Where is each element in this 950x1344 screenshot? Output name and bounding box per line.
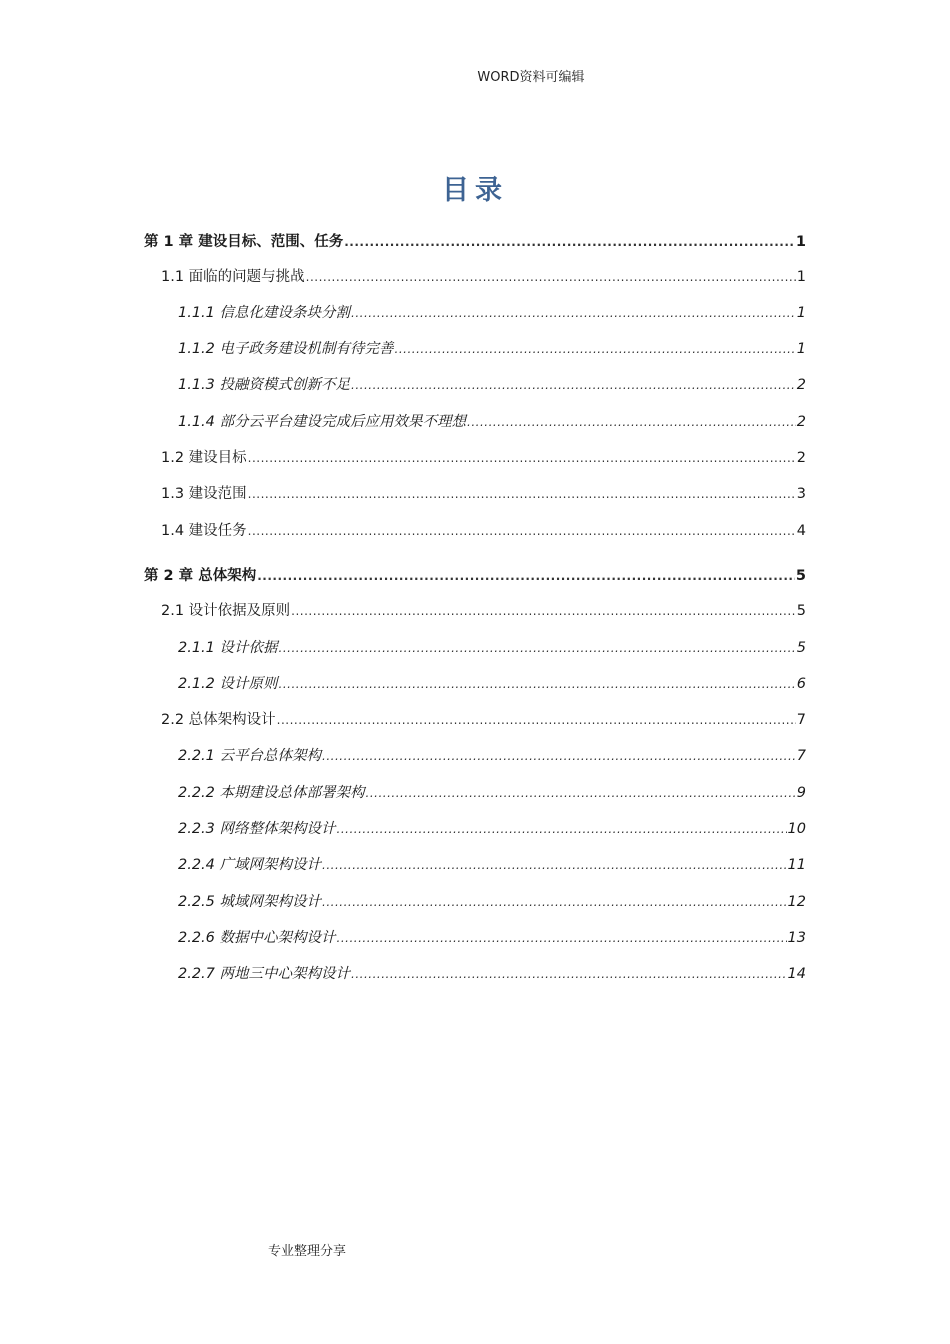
toc-entry-page: 1 bbox=[795, 234, 806, 250]
toc-entry[interactable] bbox=[161, 266, 806, 288]
toc-entry-page: 6 bbox=[796, 676, 806, 692]
page-title: 目录 bbox=[442, 175, 508, 206]
toc-leader bbox=[337, 820, 787, 838]
toc-entry-label: 2.2.6 数据中心架构设计 bbox=[178, 930, 336, 946]
toc-leader bbox=[257, 567, 795, 585]
toc-entry[interactable] bbox=[178, 411, 806, 433]
toc-entry[interactable] bbox=[178, 745, 806, 767]
toc-entry[interactable] bbox=[178, 782, 806, 804]
toc-entry[interactable] bbox=[178, 637, 806, 659]
toc-leader bbox=[322, 893, 787, 911]
toc-entry[interactable] bbox=[178, 891, 806, 913]
toc-entry-label: 1.4 建设任务 bbox=[161, 523, 247, 539]
toc-entry-page: 7 bbox=[796, 748, 806, 764]
toc-entry-page: 12 bbox=[787, 894, 806, 910]
toc-entry[interactable] bbox=[161, 709, 806, 731]
toc-leader bbox=[291, 602, 796, 620]
toc-entry-page: 7 bbox=[796, 712, 806, 728]
toc-entry-label: 1.1.4 部分云平台建设完成后应用效果不理想 bbox=[178, 414, 467, 430]
page-footer: 专业整理分享 bbox=[268, 1244, 347, 1259]
toc-leader bbox=[279, 675, 796, 693]
toc-leader bbox=[248, 485, 796, 503]
toc-entry-label: 1.1 面临的问题与挑战 bbox=[161, 269, 305, 285]
toc-entry[interactable] bbox=[161, 483, 806, 505]
toc-entry-label: 1.1.1 信息化建设条块分割 bbox=[178, 305, 351, 321]
toc-entry-label: 2.2.3 网络整体架构设计 bbox=[178, 821, 336, 837]
toc-entry-page: 10 bbox=[787, 821, 806, 837]
toc-leader bbox=[248, 522, 796, 540]
toc-leader bbox=[322, 856, 787, 874]
toc-entry-page: 4 bbox=[796, 523, 806, 539]
toc-entry-page: 1 bbox=[796, 341, 806, 357]
toc-entry[interactable] bbox=[161, 520, 806, 542]
toc-entry[interactable] bbox=[161, 600, 806, 622]
toc-entry-label: 2.2.2 本期建设总体部署架构 bbox=[178, 785, 365, 801]
toc-entry-label: 2.1.2 设计原则 bbox=[178, 676, 278, 692]
toc-entry-label: 第 1 章 建设目标、范围、任务 bbox=[144, 234, 344, 250]
toc-entry-label: 1.3 建设范围 bbox=[161, 486, 247, 502]
page-header: WORD资料可编辑 bbox=[477, 70, 585, 85]
toc-entry-page: 13 bbox=[787, 930, 806, 946]
toc-entry-page: 1 bbox=[796, 305, 806, 321]
toc-entry[interactable] bbox=[178, 673, 806, 695]
toc-entry-label: 1.1.2 电子政务建设机制有待完善 bbox=[178, 341, 394, 357]
toc-entry[interactable] bbox=[144, 231, 806, 253]
toc-leader bbox=[351, 304, 796, 322]
toc-entry-page: 11 bbox=[787, 857, 806, 873]
toc-entry-label: 1.2 建设目标 bbox=[161, 450, 247, 466]
toc-entry-label: 2.2.1 云平台总体架构 bbox=[178, 748, 322, 764]
toc-entry-label: 2.1 设计依据及原则 bbox=[161, 603, 291, 619]
toc-entry[interactable] bbox=[178, 302, 806, 324]
toc-entry-page: 5 bbox=[796, 603, 806, 619]
toc-entry-page: 5 bbox=[795, 568, 806, 584]
toc-leader bbox=[366, 784, 796, 802]
toc-leader bbox=[279, 639, 796, 657]
toc-leader bbox=[351, 376, 796, 394]
toc-entry-page: 9 bbox=[796, 785, 806, 801]
toc-leader bbox=[351, 965, 787, 983]
toc-entry[interactable] bbox=[178, 927, 806, 949]
toc-entry[interactable] bbox=[178, 338, 806, 360]
toc-entry-page: 5 bbox=[796, 640, 806, 656]
toc-entry-page: 14 bbox=[787, 966, 806, 982]
toc-leader bbox=[248, 449, 796, 467]
toc-leader bbox=[306, 268, 796, 286]
toc-entry-label: 2.2.7 两地三中心架构设计 bbox=[178, 966, 351, 982]
toc-leader bbox=[467, 413, 796, 431]
toc-entry-label: 2.2.5 城域网架构设计 bbox=[178, 894, 322, 910]
toc-entry-label: 2.2.4 广域网架构设计 bbox=[178, 857, 322, 873]
toc-entry[interactable] bbox=[178, 963, 806, 985]
toc-entry-page: 2 bbox=[796, 414, 806, 430]
toc-entry-page: 2 bbox=[796, 450, 806, 466]
toc-entry-label: 2.2 总体架构设计 bbox=[161, 712, 276, 728]
toc-leader bbox=[344, 233, 795, 251]
toc-leader bbox=[395, 340, 796, 358]
toc-entry[interactable] bbox=[178, 854, 806, 876]
toc-leader bbox=[322, 747, 796, 765]
toc-entry-label: 1.1.3 投融资模式创新不足 bbox=[178, 377, 351, 393]
toc-entry-page: 3 bbox=[796, 486, 806, 502]
toc-leader bbox=[337, 929, 787, 947]
toc-entry[interactable] bbox=[178, 374, 806, 396]
toc-entry[interactable] bbox=[161, 447, 806, 469]
toc-entry[interactable] bbox=[144, 565, 806, 587]
toc-entry-page: 2 bbox=[796, 377, 806, 393]
toc-entry-page: 1 bbox=[796, 269, 806, 285]
toc-leader bbox=[277, 711, 796, 729]
toc-entry[interactable] bbox=[178, 818, 806, 840]
toc-entry-label: 2.1.1 设计依据 bbox=[178, 640, 278, 656]
toc-entry-label: 第 2 章 总体架构 bbox=[144, 568, 257, 584]
